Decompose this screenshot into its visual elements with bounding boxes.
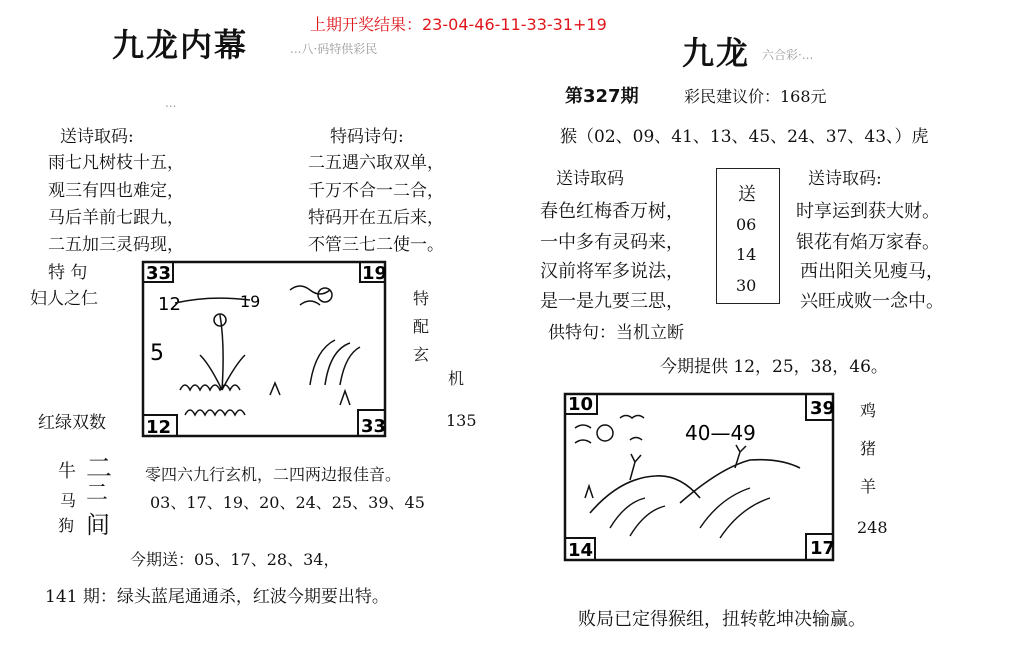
right-box-num-tl: 10: [568, 394, 594, 415]
left-side-char-4: 机: [448, 369, 465, 388]
right-side-char-2: 猪: [860, 439, 877, 458]
right-poem-left-line-2: 一中多有灵码来，: [540, 232, 684, 253]
right-side-number: 248: [857, 518, 888, 537]
left-poem-line-3: 马后羊前七跟九，: [48, 208, 184, 228]
left-side-char-2: 配: [413, 317, 430, 336]
left-poem-right-line-4: 不管三七二使一。: [308, 235, 444, 255]
right-poem-left-line-4: 是一是九要三思，: [540, 291, 684, 312]
left-line-1: 零四六九行玄机，二四两边报佳音。: [145, 465, 402, 484]
left-box-num-tl: 33: [146, 263, 172, 284]
right-poem-right-line-2: 银花有焰万家春。: [796, 232, 940, 253]
left-poem-right-head: 特码诗句:: [330, 127, 404, 147]
fu-ren-label: 妇人之仁: [30, 289, 98, 309]
right-poem-left-line-3: 汉前将军多说法，: [540, 261, 684, 282]
right-poem-left-line-1: 春色红梅香万树，: [540, 201, 684, 222]
niu-label: 牛: [58, 461, 76, 482]
period-label: 第327期: [565, 86, 639, 107]
left-jin-qi: 今期送：05、17、28、34，: [130, 550, 340, 569]
left-title-faint: ...八·码特供彩民: [290, 42, 378, 56]
left-poem-right-line-3: 特码开在五后来，: [308, 208, 444, 228]
hong-lv-label: 红绿双数: [38, 413, 106, 433]
left-title: 九龙内幕: [112, 26, 249, 64]
te-ju-label: 特 句: [48, 263, 88, 283]
right-box-num-bl: 14: [568, 540, 594, 561]
left-box-num-br: 33: [361, 416, 387, 437]
left-sketch-text-5: 5: [150, 341, 164, 366]
send-box-num-2: 14: [736, 245, 757, 264]
left-side-char-1: 特: [413, 289, 430, 308]
left-poem-line-2: 观三有四也难定，: [48, 181, 184, 201]
er-char-2: 二: [86, 481, 109, 506]
hou-line: 猴（02、09、41、13、45、24、37、43、）虎: [560, 127, 929, 147]
left-line-2: 03、17、19、20、24、25、39、45: [150, 493, 425, 512]
right-bottom-line: 败局已定得猴组，扭转乾坤决输赢。: [578, 609, 866, 630]
right-side-char-3: 羊: [860, 477, 877, 496]
jian-char: 间: [86, 511, 110, 539]
left-poem-head: 送诗取码:: [60, 127, 134, 147]
left-poem-right-line-1: 二五遇六取双单，: [308, 153, 444, 173]
left-sketch-text-12: 12: [158, 294, 181, 315]
right-poem-right-head: 送诗取码:: [808, 169, 882, 189]
right-poem-right-line-1: 时享运到获大财。: [796, 201, 940, 222]
send-box-num-1: 06: [736, 215, 757, 234]
left-box-num-bl: 12: [146, 417, 172, 438]
left-qi141: 141 期：绿头蓝尾通通杀，红波今期要出特。: [45, 587, 389, 607]
price-label: 彩民建议价：168元: [684, 87, 827, 106]
left-side-number: 135: [446, 411, 477, 430]
left-faint-line: ...: [165, 96, 177, 110]
left-sketch: [140, 255, 390, 440]
gong-te-label: 供特句：当机立断: [548, 323, 684, 343]
right-side-char-1: 鸡: [860, 401, 877, 420]
gou-label: 狗: [58, 516, 75, 535]
er-char-1: 二: [86, 454, 113, 484]
right-poem-right-line-3: 西出阳关见瘦马，: [800, 261, 944, 282]
left-side-char-3: 玄: [413, 345, 430, 364]
send-box-num-3: 30: [736, 276, 757, 295]
right-box-num-br: 17: [810, 538, 836, 559]
left-poem-line-1: 雨七凡树枝十五，: [48, 153, 184, 173]
left-box-num-tr: 19: [362, 263, 388, 284]
right-box-num-tr: 39: [810, 398, 836, 419]
right-title-faint: 六合彩·...: [762, 48, 814, 62]
send-box-title: 送: [738, 184, 756, 205]
result-banner: 上期开奖结果：23-04-46-11-33-31+19: [310, 15, 607, 34]
left-poem-right-line-2: 千万不合一二合，: [308, 181, 444, 201]
right-poem-right-line-4: 兴旺成败一念中。: [800, 291, 944, 312]
right-sketch-text: 40—49: [685, 421, 756, 445]
right-title: 九龙: [682, 34, 751, 72]
left-sketch-text-19: 19: [240, 292, 261, 311]
right-poem-left-head: 送诗取码: [556, 169, 624, 189]
ma-label: 马: [60, 491, 77, 510]
right-sketch: [560, 388, 840, 568]
right-jin-qi: 今期提供 12，25，38，46。: [660, 357, 888, 377]
left-poem-line-4: 二五加三灵码现，: [48, 235, 184, 255]
